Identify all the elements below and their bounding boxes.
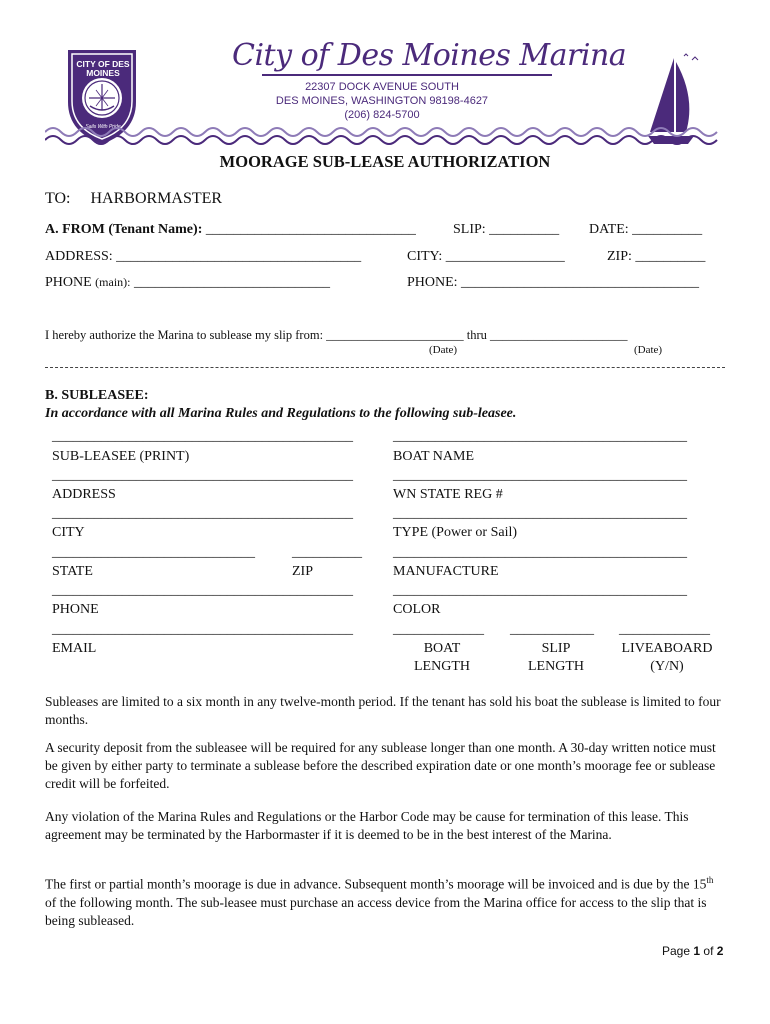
sublessee-name-label: SUB-LEASEE (PRINT) bbox=[52, 449, 190, 464]
from-field[interactable]: ______________________________ bbox=[205, 222, 416, 237]
liveaboard-label-2: (Y/N) bbox=[650, 659, 684, 674]
state-reg-label: WN STATE REG # bbox=[393, 487, 503, 502]
moorage-sup: th bbox=[706, 875, 714, 885]
date-note-thru: (Date) bbox=[634, 344, 663, 356]
sublessee-address-label: ADDRESS bbox=[52, 487, 116, 502]
boat-name-label: BOAT NAME bbox=[393, 449, 475, 464]
moorage-text-b: of the following month. The sub-leasee must purchase an access device from the Marina office for access to the slip that is being subleased. bbox=[45, 894, 707, 928]
wave-border bbox=[45, 124, 725, 150]
paragraph-violation: Any violation of the Marina Rules and Regulations or the Harbor Code may be cause for termination of this lease. This agreement may be terminated by the Harbormaster if it is deemed to be in the best interest of the Marina. bbox=[45, 809, 689, 842]
sublessee-zip-label: ZIP bbox=[292, 564, 313, 579]
slip-field[interactable]: SLIP: __________ bbox=[453, 222, 560, 237]
sublessee-email-line[interactable]: ___________________________________________ bbox=[52, 622, 353, 637]
boat-length-label-1: BOAT bbox=[423, 641, 461, 656]
sublessee-address-line[interactable]: ___________________________________________ bbox=[52, 468, 353, 483]
to-line bbox=[45, 190, 222, 208]
paragraph-sublease-limit: Subleases are limited to a six month in any twelve-month period. If the tenant has sold his boat the sublease is limited to four months. bbox=[45, 694, 721, 727]
slip-length-line[interactable]: ____________ bbox=[510, 622, 594, 637]
manufacture-line[interactable]: __________________________________________ bbox=[393, 545, 687, 560]
header-underline bbox=[262, 74, 552, 76]
boat-name-line[interactable]: __________________________________________ bbox=[393, 429, 687, 444]
sublessee-heading: B. SUBLEASEE: bbox=[45, 388, 149, 403]
sublessee-phone-line[interactable]: ___________________________________________ bbox=[52, 583, 353, 598]
phone-field[interactable]: PHONE: __________________________________ bbox=[407, 275, 700, 290]
sublessee-city-line[interactable]: ___________________________________________ bbox=[52, 506, 353, 521]
sublessee-name-line[interactable]: ___________________________________________ bbox=[52, 429, 353, 444]
boat-type-label: TYPE (Power or Sail) bbox=[393, 525, 518, 540]
boat-length-line[interactable]: _____________ bbox=[393, 622, 484, 637]
sublessee-phone-label: PHONE bbox=[52, 602, 99, 617]
slip-length-label-2: LENGTH bbox=[528, 659, 584, 674]
sublessee-state-label: STATE bbox=[52, 564, 93, 579]
page-of: of bbox=[703, 944, 714, 958]
zip-field[interactable]: ZIP: __________ bbox=[607, 249, 706, 264]
marina-phone: (206) 824-5700 bbox=[344, 109, 420, 121]
page-number: 1 bbox=[693, 944, 701, 958]
form-title: MOORAGE SUB-LEASE AUTHORIZATION bbox=[219, 152, 551, 171]
seal-city-text: CITY OF DES MOINES bbox=[76, 59, 130, 78]
from-label: A. FROM (Tenant Name): bbox=[45, 222, 203, 237]
to-value: HARBORMASTER bbox=[90, 190, 223, 207]
paragraph-security-deposit: A security deposit from the subleasee will be required for any sublease longer than one month. A 30-day written notice must be given by either party to terminate a sublease before the described expiration date or one month’s moorage fee or sublease credit will be forfeited. bbox=[45, 740, 716, 791]
sublessee-email-label: EMAIL bbox=[52, 641, 97, 656]
manufacture-label: MANUFACTURE bbox=[393, 564, 499, 579]
date-note-from: (Date) bbox=[429, 344, 458, 356]
page-indicator bbox=[662, 944, 723, 958]
seal-city-label bbox=[76, 60, 130, 78]
page-prefix: Page bbox=[662, 944, 691, 958]
page-total: 2 bbox=[716, 944, 724, 958]
marina-address-1: 22307 DOCK AVENUE SOUTH bbox=[305, 81, 459, 93]
sublessee-subheading: In accordance with all Marina Rules and Regulations to the following sub-leasee. bbox=[45, 406, 517, 421]
marina-address-2: DES MOINES, WASHINGTON 98198-4627 bbox=[275, 95, 489, 107]
sublessee-city-label: CITY bbox=[52, 525, 85, 540]
address-field[interactable]: ADDRESS: ___________________________________ bbox=[45, 249, 362, 264]
phone-main-label: PHONE bbox=[45, 275, 92, 290]
phone-main-field[interactable] bbox=[45, 275, 330, 291]
section-divider bbox=[45, 367, 725, 368]
marina-script-title: City of Des Moines Marina bbox=[232, 38, 627, 73]
city-field[interactable]: CITY: _________________ bbox=[407, 249, 565, 264]
liveaboard-label-1: LIVEABOARD bbox=[621, 641, 713, 656]
date-field[interactable]: DATE: __________ bbox=[589, 222, 703, 237]
boat-type-line[interactable]: __________________________________________ bbox=[393, 506, 687, 521]
phone-main-sublabel: (main): bbox=[95, 275, 131, 289]
from-line bbox=[45, 222, 416, 238]
color-line[interactable]: __________________________________________ bbox=[393, 583, 687, 598]
paragraph-moorage-due bbox=[45, 871, 725, 930]
boat-length-label-2: LENGTH bbox=[414, 659, 470, 674]
moorage-text-a: The first or partial month’s moorage is due in advance. Subsequent month’s moorage will be invoiced and is due by the 15 bbox=[45, 876, 707, 892]
color-label: COLOR bbox=[393, 602, 441, 617]
slip-length-label-1: SLIP bbox=[541, 641, 571, 656]
sublessee-state-line[interactable]: _____________________________ bbox=[52, 545, 255, 560]
liveaboard-line[interactable]: _____________ bbox=[619, 622, 710, 637]
state-reg-line[interactable]: __________________________________________ bbox=[393, 468, 687, 483]
seal-motto: Sails With Pride bbox=[85, 124, 121, 130]
authorize-text[interactable]: I hereby authorize the Marina to sublease my slip from: ______________________ thru ______________________ bbox=[45, 328, 628, 342]
to-label: TO: bbox=[45, 190, 71, 207]
sublessee-zip-line[interactable]: __________ bbox=[292, 545, 362, 560]
phone-main-blank[interactable]: ____________________________ bbox=[134, 275, 330, 290]
